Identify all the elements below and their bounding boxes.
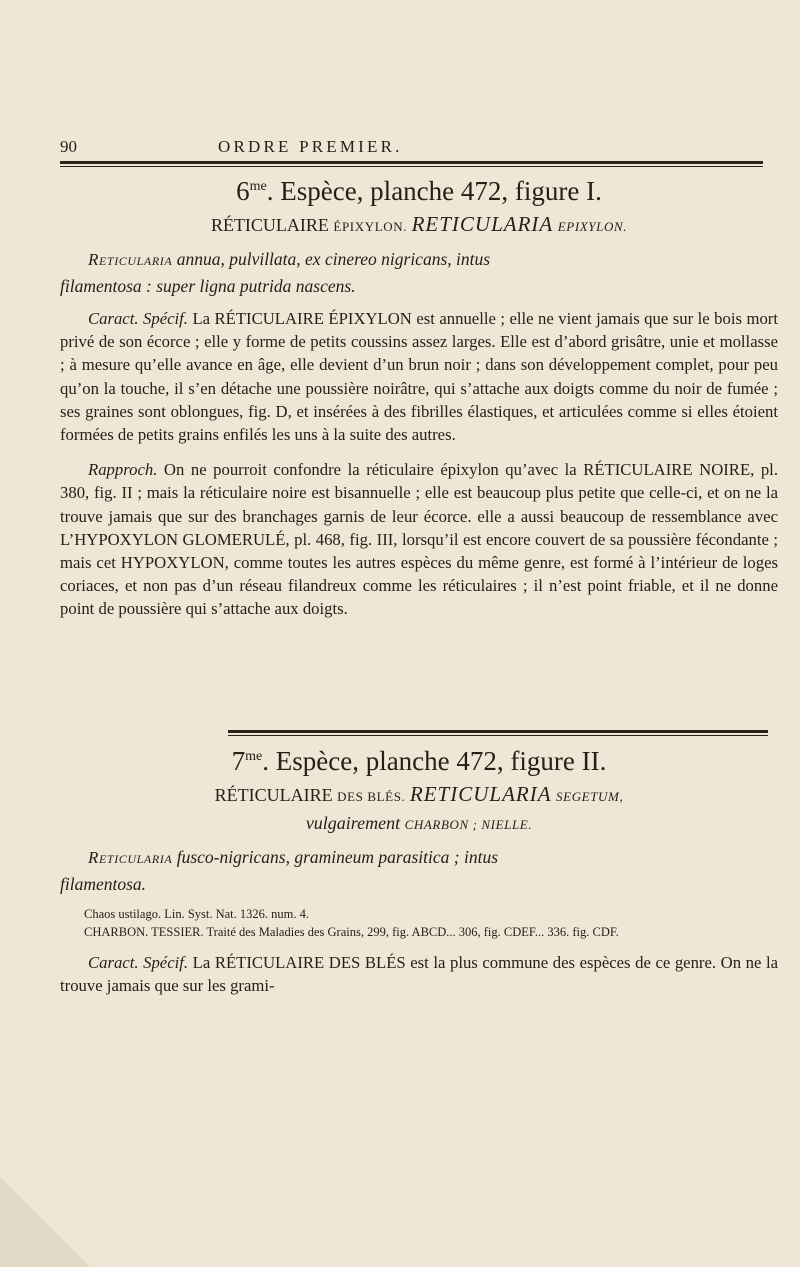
running-title: ORDRE PREMIER. bbox=[218, 137, 403, 156]
diagnosis-text-2: filamentosa. bbox=[60, 874, 147, 894]
french-epithet: DES BLÉS. bbox=[337, 789, 406, 804]
latin-name: RETICULARIA bbox=[411, 212, 554, 236]
species-7-vulgar-names bbox=[60, 810, 778, 838]
header-rule bbox=[60, 161, 763, 167]
approch-text: On ne pourroit confondre la réticulaire épixylon qu’avec la RÉTICULAIRE NOIRE, pl. 380, fig. II ; mais la réticulaire noire est bisannuelle ; elle est beaucoup plus petite que celle-ci, et on ne la trouve jamais que sur des branchages garnis de leur écorce. elle a aussi beaucoup de ressemblance avec L’HYPOXYLON GLOMERULÉ, pl. 468, fig. III, lorsqu’il est encore couvert de sa poussière fécondante ; mais cet HYPOXYLON, comme toutes les autres espèces du même genre, est formé à l’intérieur de loges coriaces, et non pas d’un réseau filandreux comme les réticulaires ; il n’est point friable, et il ne donne point de poussière qui s’attache aux doigts. bbox=[60, 460, 778, 619]
vulgar-names: CHARBON ; NIELLE. bbox=[404, 817, 533, 832]
species-6-heading bbox=[60, 171, 778, 207]
caract-text: La RÉTICULAIRE DES BLÉS est la plus commune des espèces de ce genre. On ne la trouve jamais que sur les grami- bbox=[60, 953, 778, 996]
page-number: 90 bbox=[60, 137, 77, 156]
species-7-diagnosis bbox=[60, 844, 778, 897]
diagnosis-text: fusco-nigricans, gramineum parasitica ; intus bbox=[172, 847, 499, 867]
caract-text: La RÉTICULAIRE ÉPIXYLON est annuelle ; elle ne vient jamais que sur le bois mort privé de son écorce ; elle y forme de petits coussins assez larges. Elle est d’abord grisâtre, unie et mollasse ; à mesure qu’elle avance en âge, elle devient d’un brun noir ; dans son développement complet, pour peu qu’on la touche, il s’en détache une poussière noirâtre, qui s’attache aux doigts comme du noir de fumée ; ses graines sont oblongues, fig. D, et insérées à des fibrilles élastiques, et articulées comme si elles étoient formées de petits grains enfilés les uns à la suite des autres. bbox=[60, 309, 778, 445]
species-7-section bbox=[60, 741, 778, 997]
diagnosis-genus: Reticularia bbox=[88, 250, 173, 269]
species-6-names bbox=[60, 211, 778, 240]
species-6-diagnosis bbox=[60, 246, 778, 299]
diagnosis-text-2: filamentosa : super ligna putrida nascens. bbox=[60, 276, 356, 296]
approch-label: Rapproch. bbox=[88, 460, 158, 480]
species-6-comparison bbox=[60, 458, 778, 620]
latin-epithet: EPIXYLON. bbox=[557, 219, 628, 234]
species-7-characteristics bbox=[60, 951, 778, 997]
french-epithet: ÉPIXYLON. bbox=[333, 219, 408, 234]
vulgar-label: vulgairement bbox=[305, 813, 401, 833]
species-7-heading bbox=[60, 741, 778, 777]
french-name: RÉTICULAIRE bbox=[210, 215, 329, 235]
caract-label: Caract. Spécif. bbox=[88, 953, 189, 972]
species-6-section bbox=[60, 171, 778, 621]
heading-number: 7 bbox=[231, 746, 246, 776]
latin-name: RETICULARIA bbox=[409, 782, 552, 806]
heading-number: 6 bbox=[236, 176, 250, 206]
heading-ordinal: me bbox=[245, 749, 263, 764]
diagnosis-genus: Reticularia bbox=[88, 848, 173, 867]
latin-epithet: SEGETUM, bbox=[556, 789, 624, 804]
heading-text: . Espèce, planche 472, figure I. bbox=[266, 176, 602, 206]
heading-ordinal: me bbox=[249, 179, 267, 194]
page-corner-shadow bbox=[0, 1177, 90, 1267]
species-6-characteristics bbox=[60, 307, 778, 446]
diagnosis-text: annua, pulvillata, ex cinereo nigricans, intus bbox=[172, 249, 491, 269]
caract-label: Caract. Spécif. bbox=[88, 309, 188, 328]
species-7-names bbox=[60, 781, 778, 810]
reference-tessier: CHARBON. TESSIER. Traité des Maladies des Grains, 299, fig. ABCD... 306, fig. CDEF... 336. fig. CDF. bbox=[84, 925, 619, 939]
reference-linnaeus: Chaos ustilago. Lin. Syst. Nat. 1326. num. 4. bbox=[84, 907, 309, 921]
heading-text: . Espèce, planche 472, figure II. bbox=[262, 746, 607, 776]
section-rule bbox=[228, 730, 768, 736]
french-name: RÉTICULAIRE bbox=[214, 785, 333, 805]
